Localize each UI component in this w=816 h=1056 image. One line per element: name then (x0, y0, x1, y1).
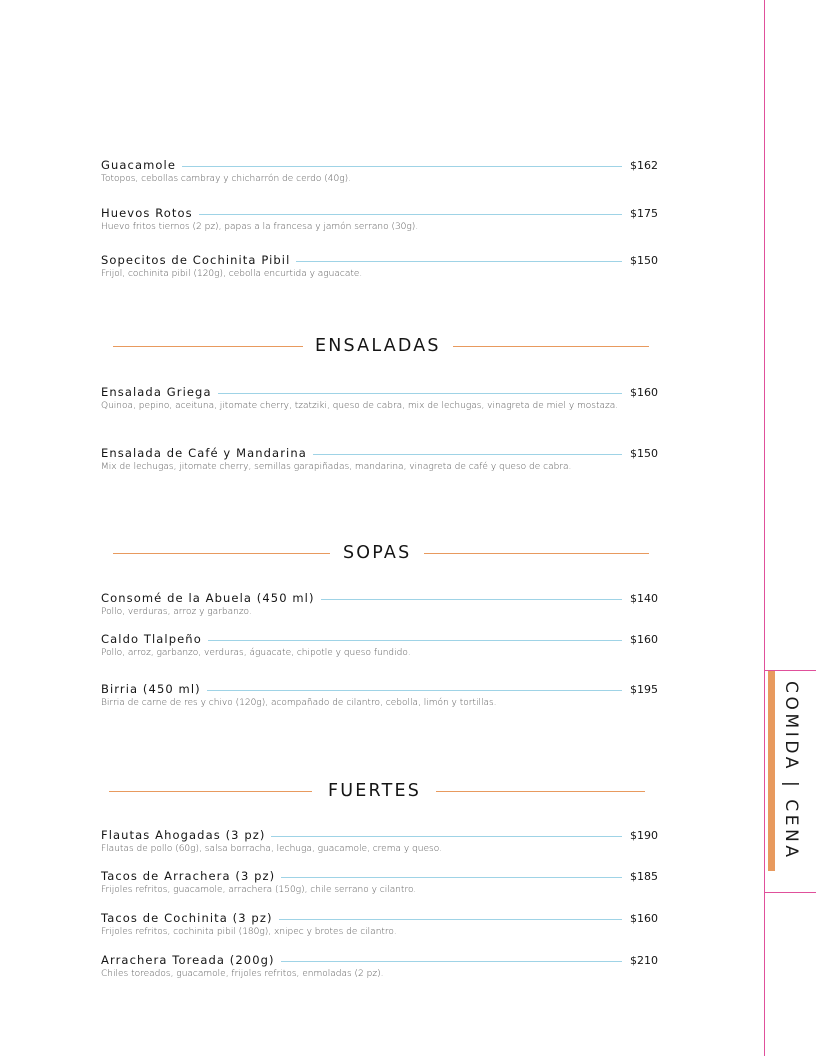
item-description: Huevo fritos tiernos (2 pz), papas a la francesa y jamón serrano (30g). (101, 222, 419, 232)
section-header-fuertes (109, 779, 645, 803)
side-accent-bar (768, 671, 775, 871)
item-name: Guacamole (101, 158, 177, 172)
menu-item (101, 591, 658, 619)
item-name: Flautas Ahogadas (3 pz) (101, 828, 266, 842)
item-name: Ensalada de Café y Mandarina (101, 446, 307, 460)
item-price: $160 (630, 385, 658, 399)
section-tab (781, 671, 801, 871)
dotted-leader (279, 919, 622, 920)
item-description: Flautas de pollo (60g), salsa borracha, lechuga, guacamole, crema y queso. (101, 844, 442, 854)
section-header-ensaladas (113, 334, 649, 358)
menu-item (101, 385, 658, 413)
item-price: $190 (630, 828, 658, 842)
section-title: FUERTES (328, 781, 422, 801)
item-description: Totopos, cebollas cambray y chicharrón de cerdo (40g). (101, 174, 351, 184)
item-description: Mix de lechugas, jitomate cherry, semillas garapiñadas, mandarina, vinagreta de café y queso de cabra. (101, 462, 572, 472)
dotted-leader (321, 599, 622, 600)
item-price: $150 (630, 446, 658, 460)
item-price: $160 (630, 632, 658, 646)
item-description: Pollo, arroz, garbanzo, verduras, águacate, chipotle y queso fundido. (101, 648, 411, 658)
menu-item (101, 206, 658, 234)
section-rule (424, 553, 649, 554)
menu-item (101, 253, 658, 281)
dotted-leader (182, 166, 622, 167)
dotted-leader (208, 640, 622, 641)
item-price: $140 (630, 591, 658, 605)
item-price: $210 (630, 953, 658, 967)
item-price: $175 (630, 206, 658, 220)
section-tab-label: COMIDA | CENA (781, 681, 801, 861)
section-rule (113, 553, 330, 554)
dotted-leader (281, 961, 622, 962)
item-name: Arrachera Toreada (200g) (101, 953, 275, 967)
item-name: Tacos de Cochinita (3 pz) (101, 911, 273, 925)
menu-item (101, 869, 658, 897)
item-price: $150 (630, 253, 658, 267)
section-header-sopas (113, 541, 649, 565)
item-name: Tacos de Arrachera (3 pz) (101, 869, 276, 883)
menu-item (101, 828, 658, 856)
item-name: Huevos Rotos (101, 206, 193, 220)
section-title: SOPAS (343, 543, 412, 563)
section-rule (113, 346, 303, 347)
section-title: ENSALADAS (315, 336, 441, 356)
item-description: Chiles toreados, guacamole, frijoles refritos, enmoladas (2 pz). (101, 969, 384, 979)
menu-item (101, 632, 658, 660)
item-name: Ensalada Griega (101, 385, 212, 399)
item-price: $162 (630, 158, 658, 172)
item-description: Frijoles refritos, guacamole, arrachera (150g), chile serrano y cilantro. (101, 885, 417, 895)
menu-item (101, 158, 658, 186)
menu-item (101, 682, 658, 710)
item-price: $185 (630, 869, 658, 883)
section-rule (453, 346, 649, 347)
item-description: Quinoa, pepino, aceituna, jitomate cherry, tzatziki, queso de cabra, mix de lechugas, vinagreta de miel y mostaza. (101, 401, 619, 411)
menu-item (101, 953, 658, 981)
item-name: Sopecitos de Cochinita Pibil (101, 253, 291, 267)
dotted-leader (207, 690, 622, 691)
item-description: Pollo, verduras, arroz y garbanzo. (101, 607, 252, 617)
menu-item (101, 446, 658, 474)
item-price: $195 (630, 682, 658, 696)
dotted-leader (296, 261, 622, 262)
dotted-leader (218, 393, 622, 394)
item-name: Birria (450 ml) (101, 682, 201, 696)
side-divider-line (764, 0, 765, 1056)
item-description: Birria de carne de res y chivo (120g), acompañado de cilantro, cebolla, limón y tortillas. (101, 698, 497, 708)
side-tick-line (764, 892, 816, 893)
menu-item (101, 911, 658, 939)
section-rule (436, 791, 645, 792)
item-description: Frijoles refritos, cochinita pibil (180g), xnipec y brotes de cilantro. (101, 927, 397, 937)
item-name: Caldo Tlalpeño (101, 632, 202, 646)
dotted-leader (313, 454, 622, 455)
item-name: Consomé de la Abuela (450 ml) (101, 591, 315, 605)
item-description: Frijol, cochinita pibil (120g), cebolla encurtida y aguacate. (101, 269, 363, 279)
dotted-leader (271, 836, 622, 837)
section-rule (109, 791, 312, 792)
item-price: $160 (630, 911, 658, 925)
dotted-leader (199, 214, 622, 215)
dotted-leader (281, 877, 622, 878)
